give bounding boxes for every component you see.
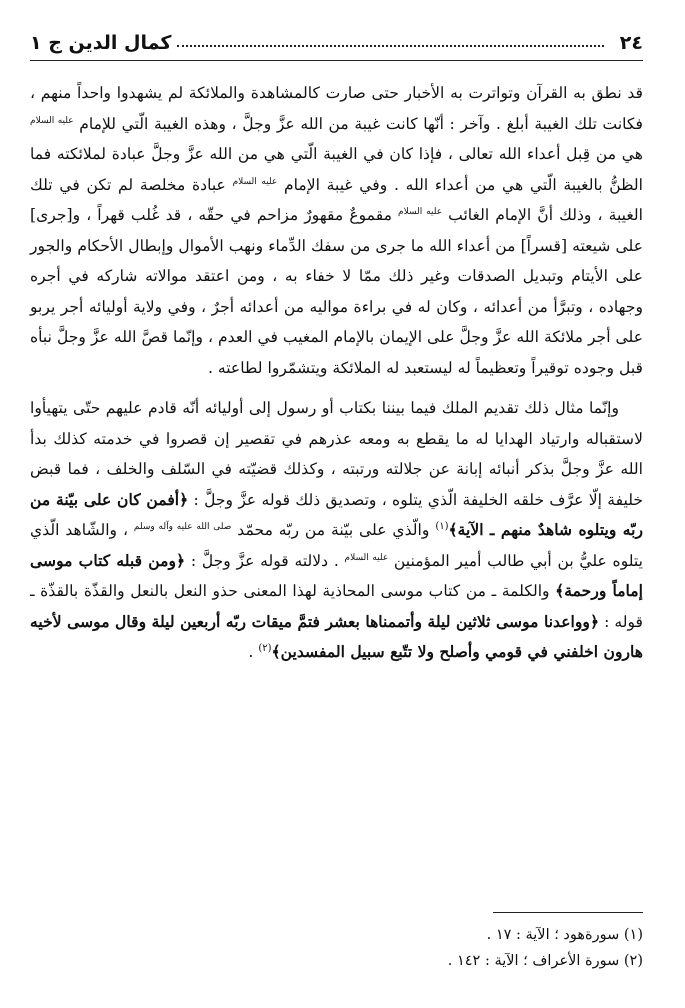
text-segment: ، والشّاهد الّذي يتلوه عليُّ بن أبي طالب أمير المؤمنين bbox=[30, 521, 643, 570]
quran-verse: ﴿ومن قبله كتاب موسى إماماً ورحمة﴾ bbox=[30, 550, 643, 600]
footnote: (١) سورةهود ؛ الآية : ١٧ . bbox=[486, 927, 643, 943]
footnote: (٢) سورة الأعراف ؛ الآية : ١٤٢ . bbox=[447, 953, 643, 969]
footnote-rule bbox=[493, 912, 643, 913]
body-text bbox=[30, 78, 643, 668]
text-segment: هي من قِبل أعداء الله تعالى ، فإذا كان في الغيبة الّتي هي من الله عزَّ وجلَّ عبادة لملائكته فما الظنُّ بالغيبة الّتي هي من أعداء الله . وفي غيبة الإمام bbox=[30, 145, 643, 194]
honorific-mark: عليه السلام bbox=[398, 206, 443, 217]
text-segment: . bbox=[248, 643, 259, 661]
header-rule bbox=[30, 60, 643, 61]
quran-verse: ﴿أفمن كان على بيّنة من ربّه ويتلوه شاهدٌ منهم ـ الآية﴾ bbox=[30, 489, 643, 539]
book-title: كمال الدين ج ١ bbox=[30, 32, 172, 54]
running-header bbox=[30, 28, 643, 58]
paragraph bbox=[30, 78, 643, 383]
footnote-reference: (١) bbox=[435, 520, 449, 532]
text-segment: والكلمة ـ من كتاب موسى المحاذية لهذا المعنى حذو النعل بالنعل والقذّة بالقذّة ـ قوله : bbox=[30, 582, 643, 631]
honorific-mark: عليه السلام bbox=[232, 176, 278, 187]
footnotes bbox=[30, 922, 643, 974]
text-segment: مقموعٌ مقهورٌ مزاحم في حقّه ، قد غُلب قهراً ، و[جرى] على شيعته [قسراً] من أعداء الله ما جرى من سفك الدِّماء ونهب الأموال وإبطال الأحكام والجور على الأيتام وتبديل الصدقات وغير ذلك ممّا لا خفاء به ، ومن اعتقد موالاته شاركه في أجره وجهاده ، وتبرَّأ من أعدائه ، وكان له في براءة مواليه من أعدائه أجرٌ ، وفي ولاية أوليائه أجر يربو على أجر ملائكة الله عزَّ وجلَّ على الإيمان بالإمام المغيب في العدم ، وإنّما قصَّ الله عزَّ وجلَّ نبأه قبل وجوده توقيراً وتعظيماً له ليستعبد له الملائكة ويتشمّروا لطاعته . bbox=[30, 206, 643, 377]
honorific-mark: عليه السلام bbox=[30, 115, 74, 126]
paragraph bbox=[30, 393, 643, 668]
footnote-reference: (٢) bbox=[258, 642, 272, 654]
text-segment: وإنّما مثال ذلك تقديم الملك فيما بيننا بكتاب أو رسول إلى أوليائه أنّه قادم عليهم حتّى يتهيأوا لاستقباله وارتياد الهدايا له ما يقطع به ومعه عذرهم في تقصير إن قصروا في خدمته كذلك بدأ الله عزَّ وجلَّ بذكر أنبائه إبانة عن جلالته ورتبته ، وكذلك قضيّته في السّلف والخلف ، فما قبض خليفة إلّا عرَّف خلقه الخليفة الّذي يتلوه ، وتصديق ذلك قوله عزَّ وجلَّ : bbox=[30, 399, 644, 509]
honorific-mark: عليه السلام bbox=[344, 552, 389, 563]
quran-verse: ﴿وواعدنا موسى ثلاثين ليلة وأتممناها بعشر فتمَّ ميقات ربّه أربعين ليلة وقال موسى لأخيه هارون اخلفني في قومي وأصلح ولا تتّبع سبيل المفسدين﴾ bbox=[30, 611, 643, 661]
text-segment: قد نطق به القرآن وتواترت به الأخبار حتى صارت كالمشاهدة والملائكة لم يشهدوا واحداً منهم ، فكانت تلك الغيبة أبلغ . وآخر : أنّها كانت غيبة من الله عزَّ وجلَّ ، وهذه الغيبة الّتي للإمام bbox=[30, 84, 644, 133]
dot-leader bbox=[177, 45, 603, 47]
text-segment: والّذي على بيّنة من ربّه محمّد bbox=[231, 521, 436, 539]
text-segment: . دلالته قوله عزَّ وجلَّ : bbox=[185, 551, 345, 570]
honorific-mark: صلى الله عليه وآله وسلم bbox=[133, 521, 232, 532]
page-number: ٢٤ bbox=[619, 32, 643, 54]
text-segment: عبادة مخلصة لم تكن في تلك الغيبة ، وذلك أنَّ الإمام الغائب bbox=[30, 175, 643, 224]
